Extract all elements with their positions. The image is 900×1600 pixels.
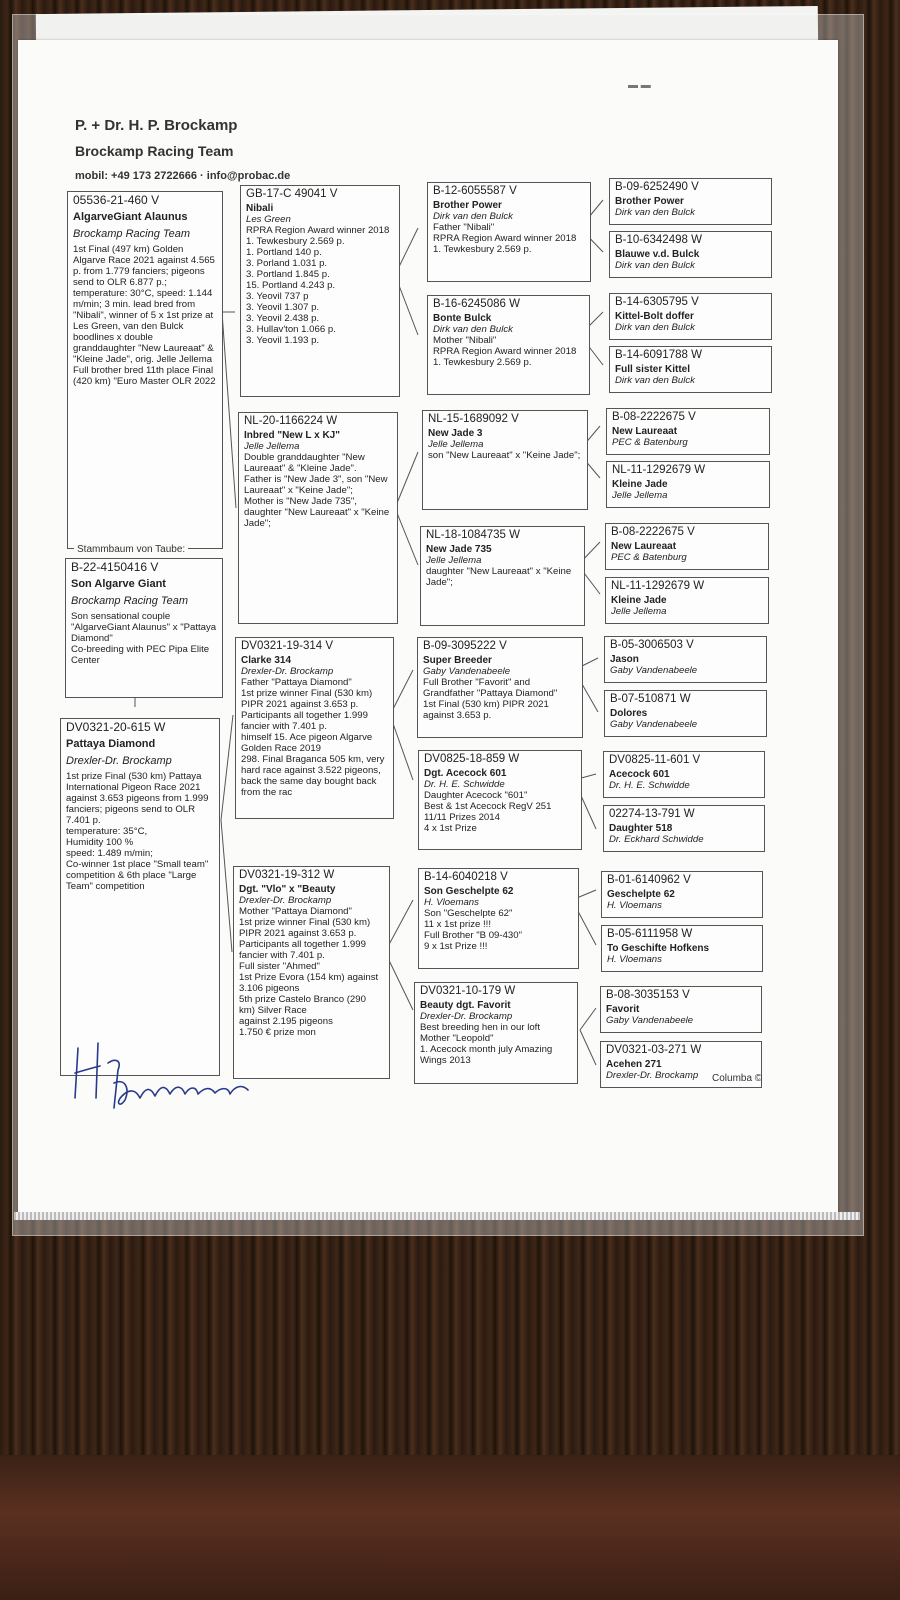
pigeon-name: Inbred "New L x KJ" <box>244 430 340 441</box>
pigeon-name: AlgarveGiant Alaunus <box>73 211 188 223</box>
pedigree-box-g1 <box>427 182 591 282</box>
breeder-name: Dr. H. E. Schwidde <box>609 780 690 791</box>
breeder-name: H. Vloemans <box>424 897 479 908</box>
ring-number: DV0321-10-179 W <box>420 985 516 997</box>
breeder-name: Jelle Jellema <box>244 441 300 452</box>
pedigree-box-gg13 <box>601 871 763 918</box>
ring-number: DV0321-20-615 W <box>66 720 166 734</box>
pedigree-box-gg8 <box>605 577 769 624</box>
pigeon-notes: son "New Laureaat" x "Keine Jade"; <box>428 450 581 461</box>
handwritten-signature <box>70 1028 260 1118</box>
breeder-name: Drexler-Dr. Brockamp <box>66 755 172 767</box>
breeder-name: PEC & Batenburg <box>612 437 688 448</box>
ring-number: B-07-510871 W <box>610 693 691 705</box>
ring-number: GB-17-C 49041 V <box>246 188 338 200</box>
pigeon-name: Clarke 314 <box>241 655 292 666</box>
pigeon-name: New Laureaat <box>611 541 677 552</box>
pigeon-notes: Full Brother "Favorit" and Grandfather "Pattaya Diamond" 1st Final (530 km) PIPR 2021 against 3.653 p. <box>423 677 558 721</box>
breeder-name: Dirk van den Bulck <box>615 207 695 218</box>
breeder-name: Dirk van den Bulck <box>615 260 695 271</box>
breeder-name: Gaby Vandenabeele <box>610 719 698 730</box>
breeder-name: Dirk van den Bulck <box>615 375 695 386</box>
breeder-name: Les Green <box>246 214 291 225</box>
pigeon-notes: Double granddaughter "New Laureaat" & "Kleine Jade". Father is "New Jade 3", son "New Laureaat" x "Keine Jade"; Mother is "New Jade 735", daughter "New Laureaat" x "Keine Jade"; <box>244 452 390 529</box>
ring-number: B-08-2222675 V <box>612 411 696 423</box>
pigeon-name: Brother Power <box>615 196 684 207</box>
pigeon-notes: Son sensational couple "AlgarveGiant Alaunus" x "Pattaya Diamond" Co-breeding with PEC Pipa Elite Center <box>71 611 217 666</box>
pigeon-name: Dgt. Acecock 601 <box>424 768 507 779</box>
pedigree-box-g5 <box>417 637 583 738</box>
breeder-name: Brockamp Racing Team <box>71 595 188 607</box>
pigeon-name: Geschelpte 62 <box>607 889 675 900</box>
pedigree-box-gg15 <box>600 986 762 1033</box>
ring-number: DV0825-18-859 W <box>424 753 520 765</box>
breeder-name: Jelle Jellema <box>426 555 482 566</box>
ring-number: B-01-6140962 V <box>607 874 691 886</box>
pigeon-name: Dgt. "Vlo" x "Beauty <box>239 884 336 895</box>
ring-number: 05536-21-460 V <box>73 193 160 207</box>
pedigree-box-gg14 <box>601 925 763 972</box>
breeder-name: Jelle Jellema <box>612 490 668 501</box>
ring-number: B-08-2222675 V <box>611 526 695 538</box>
pedigree-box-dam-sire <box>235 637 394 819</box>
ring-number: B-16-6245086 W <box>433 298 520 310</box>
pigeon-name: Kleine Jade <box>612 479 668 490</box>
pedigree-box-sibling <box>65 558 223 698</box>
breeder-name: Dr. Eckhard Schwidde <box>609 834 704 845</box>
ring-number: DV0825-11-601 V <box>609 754 701 766</box>
pedigree-box-gg4 <box>609 346 772 393</box>
pigeon-name: Blauwe v.d. Bulck <box>615 249 700 260</box>
pigeon-notes: Daughter Acecock "601" Best & 1st Acecock RegV 251 11/11 Prizes 2014 4 x 1st Prize <box>424 790 552 834</box>
ring-number: DV0321-19-314 V <box>241 640 334 652</box>
ring-number: B-10-6342498 W <box>615 234 702 246</box>
pigeon-notes: 1st prize Final (530 km) Pattaya International Pigeon Race 2021 against 3.653 pigeons from 1.999 fanciers; pigeons send to OLR 7.401 p. temperature: 35°C, Humidity 100 % speed: 1.489 m/min; Co-winner 1st place "Small team" competition & 6th place "Large Team" competition <box>66 771 209 892</box>
breeder-name: Drexler-Dr. Brockamp <box>420 1011 513 1022</box>
pigeon-notes: daughter "New Laureaat" x "Keine Jade"; <box>426 566 572 588</box>
pigeon-name: Full sister Kittel <box>615 364 691 375</box>
pigeon-name: Bonte Bulck <box>433 313 492 324</box>
pedigree-box-g6 <box>418 750 582 850</box>
pedigree-box-g3 <box>422 410 588 510</box>
pigeon-name: Pattaya Diamond <box>66 738 156 750</box>
breeder-name: Dirk van den Bulck <box>433 211 513 222</box>
breeder-name: Jelle Jellema <box>611 606 667 617</box>
staple-marks: ▬ ▬ <box>628 80 651 91</box>
ring-number: NL-18-1084735 W <box>426 529 520 541</box>
ring-number: B-22-4150416 V <box>71 560 159 574</box>
pigeon-name: Daughter 518 <box>609 823 673 834</box>
pedigree-box-dam <box>60 718 220 1076</box>
pedigree-box-gg1 <box>609 178 772 225</box>
pedigree-box-gg2 <box>609 231 772 278</box>
pigeon-name: Brother Power <box>433 200 502 211</box>
team-name: Brockamp Racing Team <box>75 143 234 159</box>
pedigree-box-gg5 <box>606 408 770 455</box>
breeder-name: H. Vloemans <box>607 900 662 911</box>
pedigree-box-g2 <box>427 295 590 395</box>
pedigree-box-sire <box>240 185 400 397</box>
breeder-name: PEC & Batenburg <box>611 552 687 563</box>
pigeon-notes: RPRA Region Award winner 2018 1. Tewkesbury 2.569 p. 1. Portland 140 p. 3. Porland 1.031 p. 3. Portland 1.845 p. 15. Portland 4.243 p. 3. Yeovil 737 p 3. Yeovil 1.307 p. 3. Yeovil 2.438 p. 3. Hullav'ton 1.066 p. 3. Yeovil 1.193 p. <box>246 225 390 346</box>
ring-number: B-05-6111958 W <box>607 928 693 940</box>
pigeon-notes: 1st Final (497 km) Golden Algarve Race 2021 against 4.565 p. from 1.779 fanciers; pigeons send to OLR 6.877 p.; temperature: 30°C, speed: 1.144 m/min; 3 min. lead bred from "Nibali", winner of 5 x 1st prize at Les Green, van den Bulck boodlines x double granddaughter "New Laureaat" & "Kleine Jade", orig. Jelle Jellema Full brother bred 11th place Final (420 km) "Euro Master OLR 2022 <box>73 244 216 387</box>
breeder-name: Gaby Vandenabeele <box>610 665 698 676</box>
pigeon-name: Dolores <box>610 708 648 719</box>
breeder-name: H. Vloemans <box>607 954 662 965</box>
ring-number: DV0321-03-271 W <box>606 1044 702 1056</box>
pigeon-notes: Father "Pattaya Diamond" 1st prize winner Final (530 km) PIPR 2021 against 3.653 p. Participants all together 1.999 fancier with 7.401 p. himself 15. Ace pigeon Algarve Golden Race 2019 298. Final Braganca 505 km, very hard race against 3.522 pigeons, back the same day bought back from the rac <box>241 677 385 798</box>
pedigree-box-gg9 <box>604 636 767 683</box>
breeder-name: Brockamp Racing Team <box>73 228 190 240</box>
ring-number: B-09-3095222 V <box>423 640 507 652</box>
contact-line: mobil: +49 173 2722666 · info@probac.de <box>75 170 291 182</box>
breeder-name: Jelle Jellema <box>428 439 484 450</box>
ring-number: B-14-6040218 V <box>424 871 508 883</box>
pigeon-name: Kleine Jade <box>611 595 667 606</box>
pedigree-box-gg6 <box>606 461 770 508</box>
pigeon-name: Acehen 271 <box>606 1059 662 1070</box>
pigeon-name: New Jade 735 <box>426 544 492 555</box>
pedigree-box-g8 <box>414 982 578 1084</box>
pedigree-box-g4 <box>420 526 585 626</box>
pigeon-name: New Laureaat <box>612 426 678 437</box>
pigeon-name: Super Breeder <box>423 655 492 666</box>
breeder-name: Drexler-Dr. Brockamp <box>606 1070 699 1081</box>
breeder-name: Gaby Vandenabeele <box>423 666 511 677</box>
pigeon-notes: Best breeding hen in our loft Mother "Leopold" 1. Acecock month july Amazing Wings 2013 <box>420 1022 553 1066</box>
pigeon-name: Acecock 601 <box>609 769 670 780</box>
breeder-name: Drexler-Dr. Brockamp <box>241 666 334 677</box>
pigeon-name: New Jade 3 <box>428 428 483 439</box>
breeder-name: Dirk van den Bulck <box>433 324 513 335</box>
pigeon-name: To Geschifte Hofkens <box>607 943 710 954</box>
pigeon-name: Favorit <box>606 1004 640 1015</box>
pedigree-box-gg3 <box>609 293 772 340</box>
ring-number: 02274-13-791 W <box>609 808 695 820</box>
breeder-name: Drexler-Dr. Brockamp <box>239 895 332 906</box>
copyright-note: Columba © <box>712 1073 763 1084</box>
pedigree-box-gg10 <box>604 690 767 737</box>
ring-number: B-08-3035153 V <box>606 989 690 1001</box>
breeder-name: Dr. H. E. Schwidde <box>424 779 505 790</box>
pigeon-name: Jason <box>610 654 639 665</box>
pedigree-box-sire-dam <box>238 412 398 624</box>
pedigree-box-gg12 <box>603 805 765 852</box>
pigeon-notes: Mother "Pattaya Diamond" 1st prize winner Final (530 km) PIPR 2021 against 3.653 p. Participants all together 1.999 fancier with 7.401 p. Full sister "Ahmed" 1st Prize Evora (154 km) against 3.106 pigeons 5th prize Castelo Branco (290 km) Silver Race against 2.195 pigeons 1.750 € prize mon <box>239 906 379 1038</box>
ring-number: NL-11-1292679 W <box>611 580 705 592</box>
ring-number: NL-20-1166224 W <box>244 415 338 427</box>
owner-name: P. + Dr. H. P. Brockamp <box>75 117 238 134</box>
pedigree-box-subject <box>67 191 223 549</box>
pigeon-name: Beauty dgt. Favorit <box>420 1000 511 1011</box>
ring-number: B-09-6252490 V <box>615 181 699 193</box>
breeder-name: Gaby Vandenabeele <box>606 1015 694 1026</box>
pigeon-name: Kittel-Bolt doffer <box>615 311 694 322</box>
ring-number: B-14-6091788 W <box>615 349 702 361</box>
breeder-name: Dirk van den Bulck <box>615 322 695 333</box>
ring-number: B-12-6055587 V <box>433 185 517 197</box>
pigeon-notes: Son "Geschelpte 62" 11 x 1st prize !!! Full Brother "B 09-430" 9 x 1st Prize !!! <box>424 908 522 952</box>
pigeon-notes: Father "Nibali" RPRA Region Award winner 2018 1. Tewkesbury 2.569 p. <box>433 222 577 255</box>
pedigree-legend: Stammbaum von Taube: <box>74 544 188 555</box>
pedigree-box-g7 <box>418 868 579 969</box>
ring-number: B-05-3006503 V <box>610 639 694 651</box>
pedigree-box-gg11 <box>603 751 765 798</box>
pigeon-notes: Mother "Nibali" RPRA Region Award winner 2018 1. Tewkesbury 2.569 p. <box>433 335 577 368</box>
pigeon-name: Son Geschelpte 62 <box>424 886 514 897</box>
ring-number: DV0321-19-312 W <box>239 869 335 881</box>
pigeon-name: Nibali <box>246 203 274 214</box>
ring-number: NL-15-1689092 V <box>428 413 519 425</box>
pedigree-box-gg7 <box>605 523 769 570</box>
ring-number: NL-11-1292679 W <box>612 464 706 476</box>
pigeon-name: Son Algarve Giant <box>71 578 166 590</box>
ring-number: B-14-6305795 V <box>615 296 699 308</box>
